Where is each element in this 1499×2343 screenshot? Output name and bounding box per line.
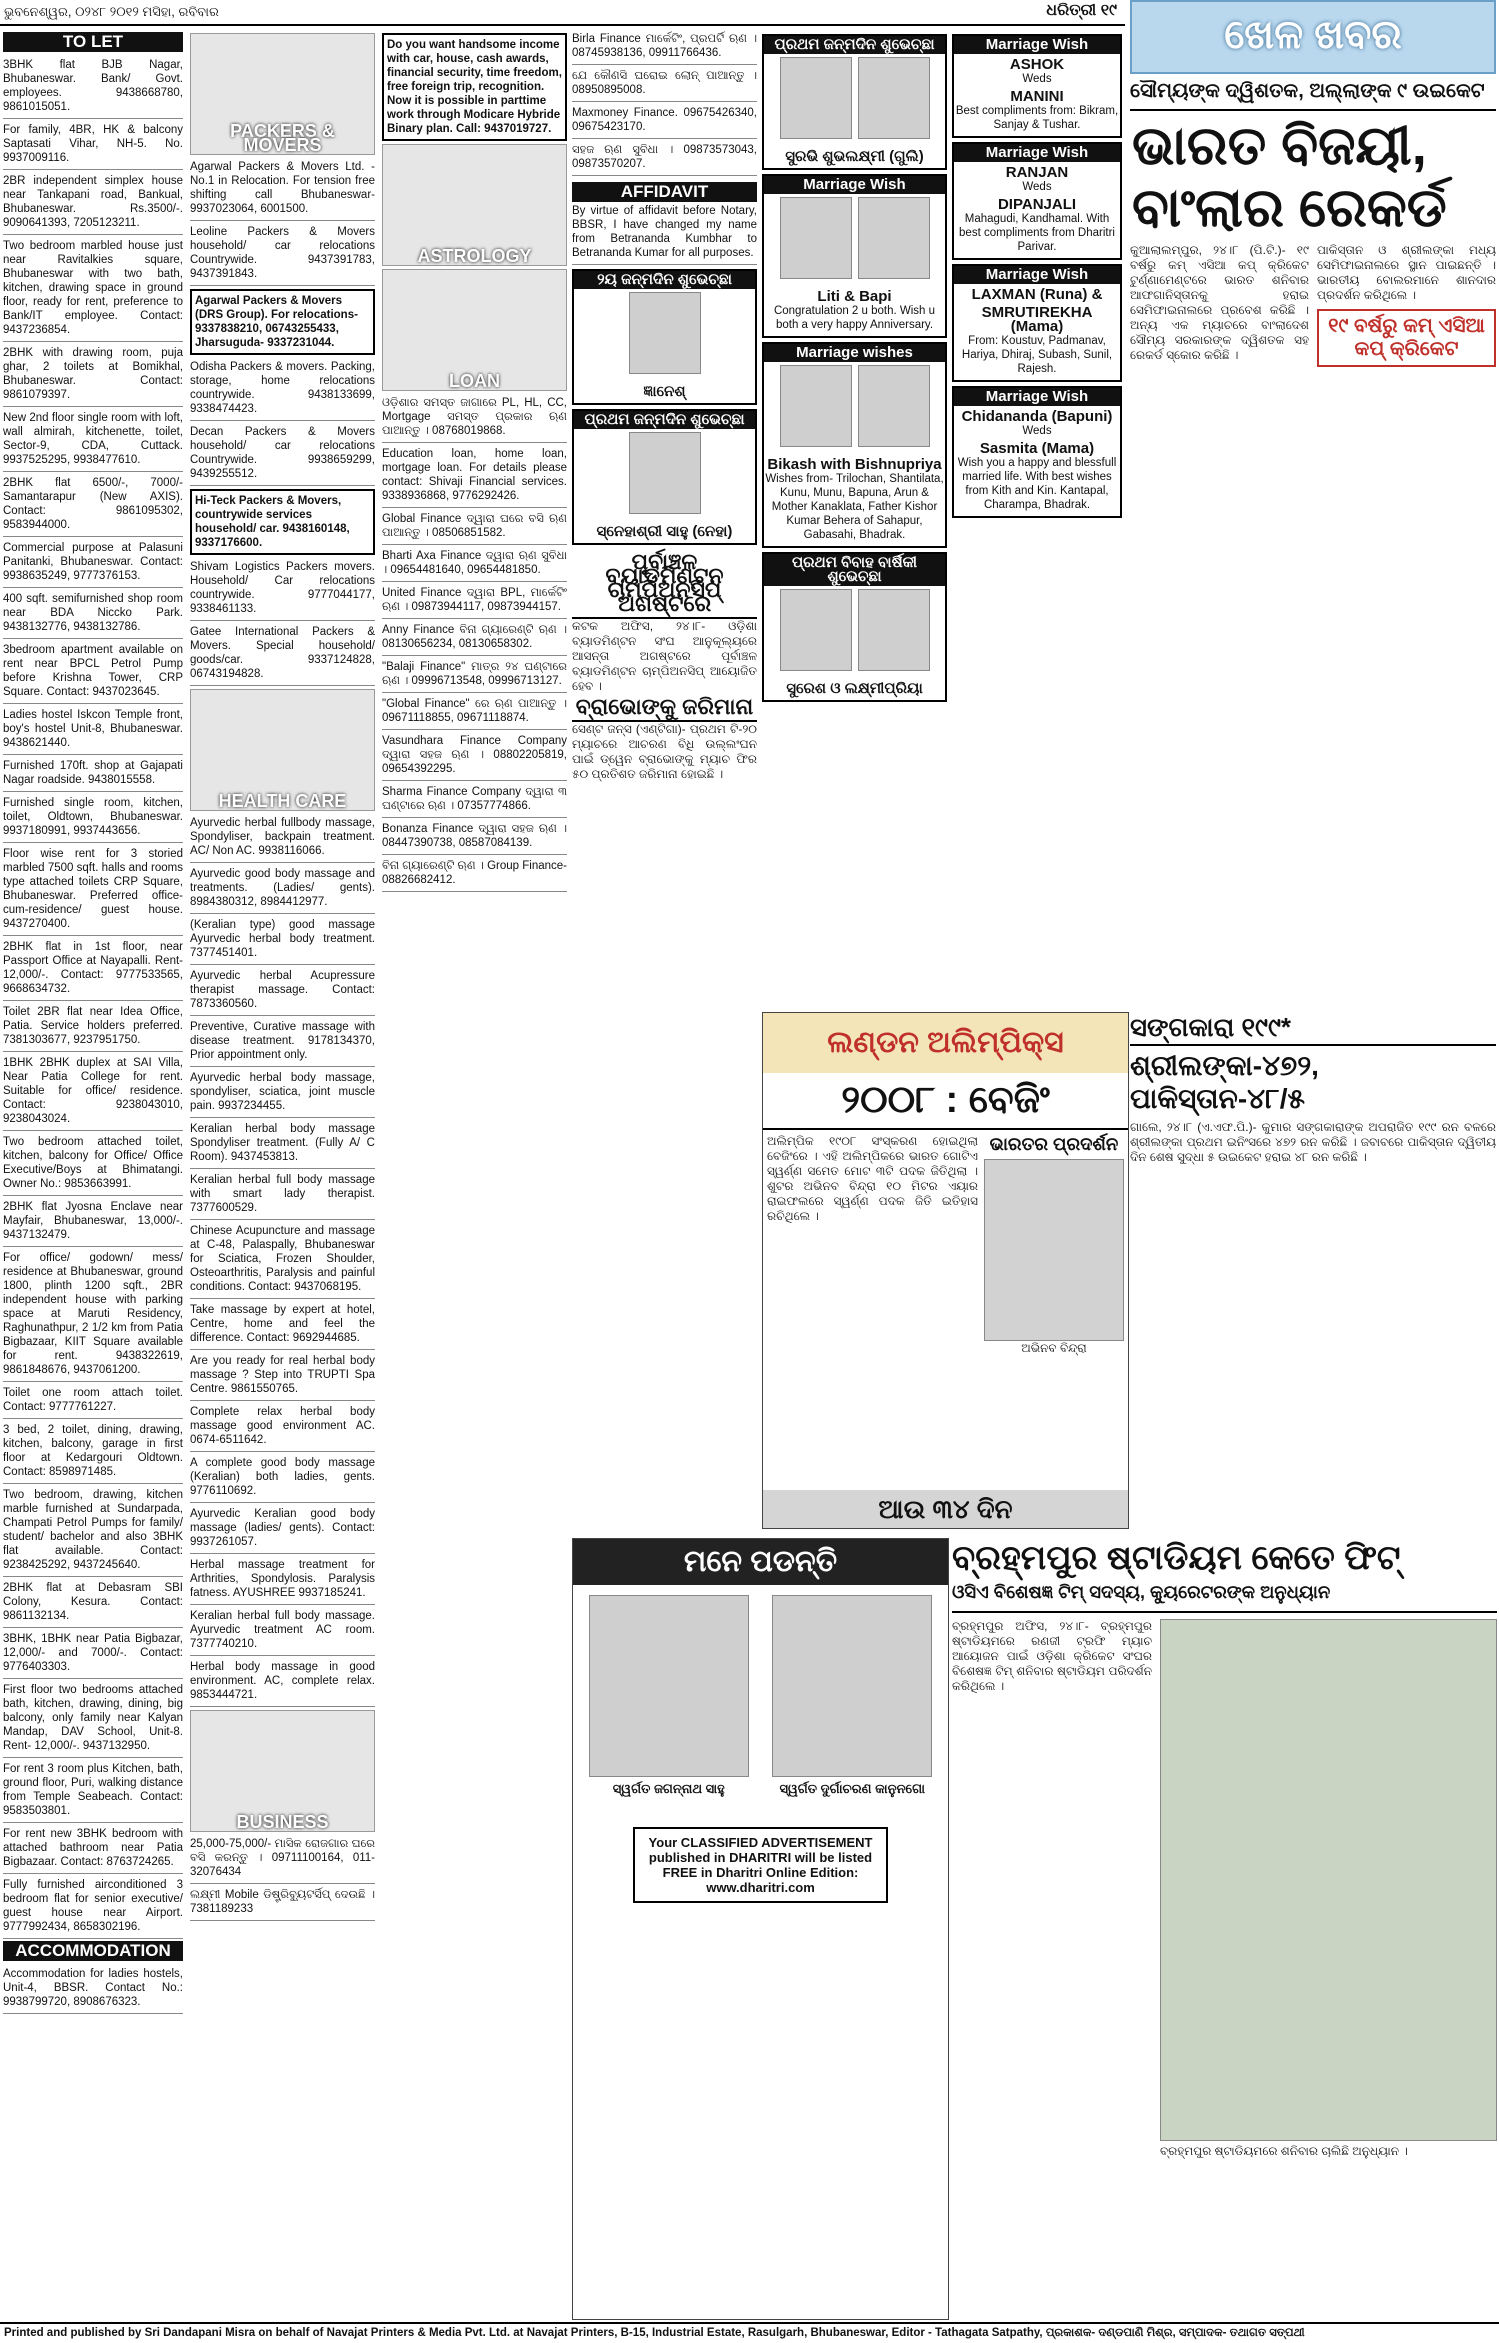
classified-ad: 2BHK with drawing room, puja ghar, 2 toilets at Bomikhal, Bhubaneswar. Contact: 9861079397. (3, 344, 183, 407)
wish-heading: ପ୍ରଥମ ଜନ୍ମଦିନ ଶୁଭେଚ୍ଛା (574, 411, 755, 429)
classified-ad: Floor wise rent for 3 storied marbled 7500 sqft. halls and rooms type attached toilets CRP Square, Bhubaneswar. Preferred office-cum-residence/ guest house. 9437270400. (3, 845, 183, 936)
health-caption: HEALTH CARE (218, 791, 347, 811)
business-image (190, 1710, 375, 1832)
classified-ad: Odisha Packers & movers. Packing, storage, home relocations countrywide. 9438133699, 9338474423. (190, 358, 375, 421)
classified-ad: Bharti Axa Finance ଦ୍ୱାରା ଋଣ ସୁବିଧା । 09654481640, 09654481850. (382, 547, 567, 582)
weds-label: Weds (1022, 181, 1052, 193)
wish-heading: Marriage Wish (764, 176, 945, 194)
groom-name: ASHOK (1009, 56, 1065, 73)
classified-ad: 2BHK flat 6500/-, 7000/- Samantarapur (New AXIS). Contact: 9861095302, 9583944000. (3, 474, 183, 537)
classified-ad: 1BHK 2BHK duplex at SAI Villa, Near Patia College for rent. Suitable for office/ residence. Contact: 9238043010, 9238043024. (3, 1054, 183, 1131)
classified-ad: Commercial purpose at Palasuni Panitanki, Bhubaneswar. Contact: 9938635249, 9777376153. (3, 539, 183, 588)
wish-name: ସ୍ନେହାଶ୍ରୀ ସାହୁ (ନେହା) (596, 523, 733, 540)
wish-name: ସୁରଭି ଶୁଭଲକ୍ଷ୍ମୀ (ଗୁଲି) (785, 148, 924, 165)
wish-box (952, 386, 1122, 518)
classified-ad: Education loan, home loan, mortgage loan. For details please contact: Shivaji Financial services. 9338936868, 9776292426. (382, 445, 567, 508)
classified-ad: Ladies hostel Iskcon Temple front, boy's hostel Unit-8, Bhubaneswar. 9438621440. (3, 706, 183, 755)
classified-ad: For office/ godown/ mess/ residence at Bhubaneswar, ground 1800, plinth 1200 sqft., 2BR independent house with parking space at Maruti Residency, Raghunathpur, 2 1/2 km from Patia Bigbazaar, KIIT Square available for rent. 9438322619, 9861848676, 9437061200. (3, 1249, 183, 1382)
loan-caption: LOAN (449, 371, 500, 391)
to-let-heading: TO LET (3, 32, 183, 52)
wish-name: Liti & Bapi (817, 288, 892, 305)
sangakkara-score: ଶ୍ରୀଲଙ୍କା-୪୭୨, ପାକିସ୍ତାନ-୪୮/୫ (1130, 1050, 1319, 1114)
groom-name: RANJAN (1005, 164, 1069, 181)
india-performance-heading: ଭାରତର ପ୍ରଦର୍ଶନ (989, 1134, 1119, 1154)
classified-ad: Ayurvedic good body massage and treatments. (Ladies/ gents). 8984380312, 8984412977. (190, 865, 375, 914)
stadium-photo (1160, 1619, 1497, 2141)
wish-box (952, 264, 1122, 382)
packers-ads-2 (190, 358, 375, 486)
astrology-image (382, 144, 567, 266)
weds-label: Weds (1022, 73, 1052, 85)
sangakkara-article: ଗାଲେ, ୨୪।୮ (ଏ.ଏଫ.ପି.)- କୁମାର ସଙ୍ଗକାରାଙ୍କ ଅପରାଜିତ ୧୯୯ ରନ ବଳରେ ଶ୍ରୀଲଙ୍କା ପ୍ରଥମ ଇନିଂସରେ ୪୭୨ ରନ କରିଛି । ଜବାବରେ ପାକିସ୍ତାନ ଦ୍ୱିତୀୟ ଦିନ ଶେଷ ସୁଦ୍ଧା ୫ ଉଇକେଟ ହରାଇ ୪୮ ରନ କରିଛି । (1130, 1120, 1496, 1164)
classified-ad: Keralian herbal full body massage. Ayurvedic treatment AC room. 7377740210. (190, 1607, 375, 1656)
dateline: ଭୁବନେଶ୍ୱର, ୦୨୪୮ ୨୦୧୨ ମସିହା, ରବିବାର (4, 4, 219, 19)
classified-ad: Take massage by expert at hotel, Centre, home and feel the difference. Contact: 9692944685. (190, 1301, 375, 1350)
classified-ad: For rent 3 room plus Kitchen, bath, ground floor, Puri, walking distance from Temple Seabeach. Contact: 9583503801. (3, 1760, 183, 1823)
person-photo (780, 197, 852, 279)
classified-promo: Your CLASSIFIED ADVERTISEMENT published in DHARITRI will be listed FREE in Dharitri Online Edition: www.dharitri.com (633, 1827, 888, 1903)
sports-kicker: ସୌମ୍ୟଙ୍କ ଦ୍ୱିଶତକ, ଅଲ୍ଲାଙ୍କ ୯ ଉଇକେଟ (1130, 74, 1496, 111)
classified-ad: ଓଡ଼ିଶାର ସମସ୍ତ ଜାଗାରେ PL, HL, CC, Mortgage ସମସ୍ତ ପ୍ରକାର ଋଣ ପାଆନ୍ତୁ । 08768019868. (382, 394, 567, 443)
olympics-banner: ଲଣ୍ଡନ ଅଲିମ୍ପିକ୍ସ (763, 1013, 1128, 1073)
classified-ad: Complete relax herbal body massage good environment AC. 0674-6511642. (190, 1403, 375, 1452)
hiteck-boxed-ad: Hi-Teck Packers & Movers, countrywide services household/ car. 9438160148, 9337176600. (190, 489, 375, 555)
classified-ad: Keralian herbal full body massage with smart lady therapist. 7377600529. (190, 1171, 375, 1220)
column-loans (382, 30, 567, 894)
stadium-headline: ବ୍ରହ୍ମପୁର ଷ୍ଟାଡିୟମ କେତେ ଫିଟ୍ (952, 1539, 1401, 1577)
remembrance-heading: ମନେ ପଡନ୍ତି (573, 1539, 948, 1585)
classified-ad: Maxmoney Finance. 09675426340, 09675423170. (572, 104, 757, 139)
packers-ads-3 (190, 558, 375, 686)
olympics-year-headline: ୨୦୦୮ : ବେଜିଂ (763, 1073, 1128, 1130)
person-photo (780, 365, 852, 447)
classified-ad: 2BHK flat Jyosna Enclave near Mayfair, Bhubaneswar, 13,000/-. 9437132479. (3, 1198, 183, 1247)
portrait-photo (772, 1595, 932, 1777)
imprint-footer: Printed and published by Sri Dandapani Misra on behalf of Navajat Printers & Media Pvt. Ltd. at Navajat Printers, B-15, Industrial Estate, Rasulgarh, Bhubaneswar, Editor - Tathagata Satpathy, ପ୍ରକାଶକ- ଦଣ୍ଡପାଣି ମିଶ୍ର, ସମ୍ପାଦକ- ତଥାଗତ ସତ୍ପଥୀ (0, 2322, 1499, 2343)
classified-ad: Two bedroom marbled house just near Ravitalkies square, Bhubaneswar with two bath, kitchen, drawing space in ground floor, ready for rent, preference to Bank/IT employee. Contact: 9437236854. (3, 237, 183, 342)
child-photo (629, 432, 701, 514)
wish-photos (764, 54, 945, 146)
to-let-list (3, 56, 183, 1939)
person-photo (858, 589, 930, 671)
affidavit-heading: AFFIDAVIT (572, 182, 757, 202)
wish-name: ଜ୍ଞାନେଶ୍ (643, 383, 686, 400)
affidavit-text: By virtue of affidavit before Notary, BBSR, I have changed my name from Betrananda Kumbhar to Betrananda Kumar for all purposes. (572, 202, 757, 265)
wish-name: Bikash with Bishnupriya (767, 456, 942, 473)
bride-name: Sasmita (Mama) (979, 440, 1095, 457)
loan-image (382, 269, 567, 391)
page-number: ଧରିତ୍ରୀ ୧୯ (1046, 2, 1117, 19)
classified-ad: Ayurvedic herbal body massage, spondyliser, sciatica, joint muscle pain. 9937234455. (190, 1069, 375, 1118)
classified-ad: Gatee International Packers & Movers. Special household/ goods/car. 9337124828, 06743194828. (190, 623, 375, 686)
wish-heading: ୨ୟ ଜନ୍ମଦିନ ଶୁଭେଚ୍ଛା (574, 271, 755, 289)
remembrance-name-right: ସ୍ୱର୍ଗତ ଦୁର୍ଗାଚରଣ କାନୁନଗୋ (779, 1781, 926, 1796)
column-wishes-2 (952, 30, 1122, 522)
olympics-countdown: ଆଉ ୩୪ ଦିନ (763, 1490, 1128, 1528)
story-left: କୁଆଲାଲମ୍ପୁର, ୨୪।୮ (ପି.ଟି.)- ୧୯ ବର୍ଷରୁ କମ୍ ଏସିଆ କପ୍ କ୍ରିକେଟ ଟୁର୍ଣ୍ଣାମେଣ୍ଟରେ ଭାରତ ଶନିବାର ଆଫଗାନିସ୍ତାନକୁ ହରାଇ ସେମିଫାଇନାଲରେ ପ୍ରବେଶ କରିଛି । ଅନ୍ୟ ଏକ ମ୍ୟାଚରେ ବାଂଲାଦେଶ ସୌମ୍ୟ ସରକାରଙ୍କ ଦ୍ୱିଶତକ ସହ ରେକର୍ଡ ସ୍କୋର କରିଛି । (1130, 243, 1309, 362)
stadium-article: ବ୍ରହ୍ମପୁର ଅଫିସ, ୨୪।୮- ବ୍ରହ୍ମପୁର ଷ୍ଟାଡିୟମରେ ରଣଜୀ ଟ୍ରଫି ମ୍ୟାଚ ଆୟୋଜନ ପାଇଁ ଓଡ଼ିଶା କ୍ରିକେଟ ସଂଘର ବିଶେଷଜ୍ଞ ଟିମ୍ ଶନିବାର ଷ୍ଟାଡିୟମ ପରିଦର୍ଶନ କରିଥିଲେ । (952, 1619, 1152, 1693)
wish-heading: ପ୍ରଥମ ବିବାହ ବାର୍ଷିକୀ ଶୁଭେଚ୍ଛା (764, 554, 945, 586)
badminton-article: କଟକ ଅଫିସ, ୨୪।୮- ଓଡ଼ିଶା ବ୍ୟାଡମିଣ୍ଟନ ସଂଘ ଆନୁକୂଲ୍ୟରେ ଆସନ୍ତା ଅଗଷ୍ଟରେ ପୂର୍ବାଞ୍ଚଳ ବ୍ୟାଡମିଣ୍ଟନ ଚାମ୍ପିଅନସିପ୍ ଆୟୋଜିତ ହେବ । (572, 619, 757, 693)
wish-photos (764, 586, 945, 678)
column-wishes-1 (762, 30, 947, 706)
classified-ad: Are you ready for real herbal body massage ? Step into TRUPTI Spa Centre. 9861550765. (190, 1352, 375, 1401)
classified-ad: Toilet one room attach toilet. Contact: 9777761227. (3, 1384, 183, 1419)
classified-ad: Fully furnished airconditioned 3 bedroom flat for senior executive/ guest house near Airport. 9777992434, 8658302196. (3, 1876, 183, 1939)
weds-label: Weds (1022, 425, 1052, 437)
wish-box (762, 34, 947, 170)
wish-photos (764, 194, 945, 286)
classified-ad: Ayurvedic herbal Acupressure therapist massage. Contact: 7873360560. (190, 967, 375, 1016)
classified-ad: ସହଜ ଋଣ ସୁବିଧା । 09873573043, 09873570207. (572, 141, 757, 176)
packers-ads (190, 158, 375, 286)
classified-ad: Chinese Acupuncture and massage at C-48, Palaspally, Bhubaneswar for Sciatica, Frozen Shoulder, Osteoarthritis, Paralysis and painful conditions. Contact: 9437068195. (190, 1222, 375, 1299)
business-caption: BUSINESS (236, 1812, 329, 1832)
classified-ad: 3BHK, 1BHK near Patia Bigbazar, 12,000/- and 7000/-. Contact: 9776403303. (3, 1630, 183, 1679)
classified-ad: Two bedroom attached toilet, kitchen, balcony for Office/ Office Executive/Boys at Bhimatangi. Owner No.: 9853663991. (3, 1133, 183, 1196)
wish-heading: Marriage Wish (954, 266, 1120, 284)
classified-ad: Anny Finance ବିନା ଗ୍ୟାରେଣ୍ଟି ଋଣ । 08130656234, 08130658302. (382, 621, 567, 656)
groom-name: LAXMAN (Runa) & (971, 286, 1103, 303)
wish-box (952, 142, 1122, 260)
bravo-fine-headline: ବ୍ରାଭୋଙ୍କୁ ଜରିମାନା (572, 694, 757, 722)
to-let-column (3, 30, 183, 2016)
column-finance-affidavit (572, 30, 757, 782)
classified-ad: "Global Finance" ରେ ଋଣ ପାଆନ୍ତୁ । 09671118855, 09671118874. (382, 695, 567, 730)
classified-ad: "Balaji Finance" ମାତ୍ର ୨୪ ଘଣ୍ଟାରେ ଋଣ । 09996713548, 09996713127. (382, 658, 567, 693)
business-ads (190, 1835, 375, 1921)
wish-heading: Marriage Wish (954, 144, 1120, 162)
wish-box (762, 552, 947, 702)
classified-ad: Keralian herbal body massage Spondyliser treatment. (Fully A/ C Room). 9437453813. (190, 1120, 375, 1169)
accommodation-heading: ACCOMMODATION (3, 1941, 183, 1961)
person-photo (780, 57, 852, 139)
classified-ad: Shivam Logistics Packers movers. Household/ Car relocations countrywide. 9777044177, 9338461133. (190, 558, 375, 621)
page-header (0, 0, 1125, 26)
remembrance-section (572, 1538, 949, 2320)
wish-heading: ପ୍ରଥମ ଜନ୍ମଦିନ ଶୁଭେଚ୍ଛା (764, 36, 945, 54)
wish-photos (764, 362, 945, 454)
classified-ad: Toilet 2BR flat near Idea Office, Patia. Service holders preferred. 7381303677, 9237951750. (3, 1003, 183, 1052)
classified-ad: Sharma Finance Company ଦ୍ୱାରା ୩ ଘଣ୍ଟାରେ ଋଣ । 07357774866. (382, 783, 567, 818)
classified-ad: A complete good body massage (Keralian) both ladies, gents. 9776110692. (190, 1454, 375, 1503)
stadium-subhead: ଓସିଏ ବିଶେଷଜ୍ଞ ଟିମ୍ ସଦସ୍ୟ, କ୍ୟୁରେଟରଙ୍କ ଅନୁଧ୍ୟାନ (952, 1578, 1497, 1613)
classified-ad: Ayurvedic herbal fullbody massage, Spondyliser, backpain treatment. AC/ Non AC. 9938116066. (190, 814, 375, 863)
classified-ad: Leoline Packers & Movers household/ car relocations Countrywide. 9437391783, 9437391843. (190, 223, 375, 286)
remembrance-name-left: ସ୍ୱର୍ଗତ ଜଗନ୍ନାଥ ସାହୁ (612, 1781, 725, 1796)
stadium-photo-caption: ବ୍ରହ୍ମପୁର ଷ୍ଟାଡିୟମରେ ଶନିବାର ଚାଲିଛି ଅନୁଧ୍ୟାନ । (1160, 2144, 1408, 2158)
classified-ad: 2BHK flat in 1st floor, near Passport Office at Nayapalli. Rent- 12,000/-. Contact: 9777533565, 9668634732. (3, 938, 183, 1001)
classified-ad: Herbal body massage in good environment. AC, complete relax. 9853444721. (190, 1658, 375, 1707)
wish-text: Wish you a happy and blessfull married life. With best wishes from Kith and Kin. Kantapal, Charampa, Bhadrak. (957, 457, 1117, 511)
classified-ad: Decan Packers & Movers household/ car relocations Countrywide. 9938659299, 9439255512. (190, 423, 375, 486)
badminton-headline: ପୂର୍ବାଞ୍ଚଳ ବ୍ୟାଡମିଣ୍ଟନ ଚାମ୍ପିଅନସିପ୍ ଅଗଷ୍ଟରେ (572, 549, 757, 619)
sports-masthead: ଖେଳ ଖବର (1130, 0, 1496, 74)
wish-text: Best compliments from: Bikram, Sanjay & Tushar. (955, 105, 1119, 131)
classified-ad: Two bedroom, drawing, kitchen marble furnished at Sundarpada, Champati Petrol Pumps for family/ student/ bachelor and also 3BHK flat available. Contact: 9238425292, 9437245640. (3, 1486, 183, 1577)
birthday-wish-2 (572, 269, 757, 405)
classified-ad: Bonanza Finance ଦ୍ୱାରା ସହଜ ଋଣ । 08447390738, 08587084139. (382, 820, 567, 855)
classified-ad: For family, 4BR, HK & balcony Saptasati Vihar, NH-5. No. 9937009116. (3, 121, 183, 170)
abhinav-bindra-photo (984, 1159, 1124, 1341)
classified-ad: 2BHK flat at Debasram SBI Colony, Kesura. Contact: 9861132134. (3, 1579, 183, 1628)
bride-name: SMRUTIREKHA (Mama) (981, 304, 1093, 335)
groom-name: Chidananda (Bapuni) (961, 408, 1113, 425)
sangakkara-title: ସଙ୍ଗକାରା ୧୯୯* (1130, 1012, 1496, 1046)
story-right: ପାକିସ୍ତାନ ଓ ଶ୍ରୀଲଙ୍କା ମଧ୍ୟ ସେମିଫାଇନାଲରେ ସ୍ଥାନ ପାଇଛନ୍ତି । ଭାରତୀୟ ବୋଲରମାନେ ଶାନଦାର ପ୍ରଦର୍ଶନ କରିଥିଲେ । (1317, 243, 1496, 302)
wish-heading: Marriage wishes (764, 344, 945, 362)
classified-ad: Ayurvedic Keralian good body massage (ladies/ gents). Contact: 9937261057. (190, 1505, 375, 1554)
accommodation-ad: Accommodation for ladies hostels, Unit-4, BBSR. Contact No.: 9938799720, 8908676323. (3, 1965, 183, 2014)
classified-ad: Global Finance ଦ୍ୱାରା ଘରେ ବସି ଋଣ ପାଆନ୍ତୁ । 08506851582. (382, 510, 567, 545)
bride-name: MANINI (1010, 88, 1064, 105)
photo-caption: ଅଭିନବ ବିନ୍ଦ୍ରା (1021, 1341, 1087, 1355)
olympics-article: ଅଲିମ୍ପିକ ୧୯୦୮ ସଂସ୍କରଣ ହୋଇଥିଲା ବେଜିଂରେ । ଏହି ଅଲିମ୍ପିକରେ ଭାରତ ଗୋଟିଏ ସ୍ୱର୍ଣ୍ଣ ସମେତ ମୋଟ ୩ଟି ପଦକ ଜିତିଥିଲା । ଶୁଟର ଅଭିନବ ବିନ୍ଦ୍ରା ୧୦ ମିଟର ଏୟାର ରାଇଫଲରେ ସ୍ୱର୍ଣ୍ଣ ପଦକ ଜିତି ଇତିହାସ ରଚିଥିଲେ । (767, 1134, 978, 1223)
classified-ad: Preventive, Curative massage with disease treatment. 9178134370, Prior appointment only. (190, 1018, 375, 1067)
wish-text: Mahagudi, Kandhamal. With best compliments from Dharitri Parivar. (959, 213, 1115, 253)
classified-ad: 2BR independent simplex house near Tankapani road, Bankual, Bhubaneswar. Rs.3500/-. 9090641393, 7205123211. (3, 172, 183, 235)
agarwal-boxed-ad: Agarwal Packers & Movers (DRS Group). For relocations- 9337838210, 06743255433, Jharsuguda- 9337231044. (190, 289, 375, 355)
person-photo (858, 365, 930, 447)
wish-text: From: Koustuv, Padmanav, Hariya, Dhiraj, Subash, Sunil, Rajesh. (961, 335, 1113, 375)
olympics-feature (762, 1012, 1129, 1529)
sports-headline: ଭାରତ ବିଜୟୀ, ବାଂଲାର ରେକର୍ଡ (1132, 116, 1447, 238)
classified-ad: ଯେ କୌଣସି ଘରୋଇ ଲୋନ୍ ପାଆନ୍ତୁ । 08950895008. (572, 67, 757, 102)
classified-ad: Agarwal Packers & Movers Ltd. - No.1 in Relocation. For tension free shifting call Bhubaneswar- 9937023064, 6001500. (190, 158, 375, 221)
person-photo (858, 197, 930, 279)
birthday-wish-3 (572, 409, 757, 545)
bravo-fine-article: ସେଣ୍ଟ ଜନ୍ସ (ଏଣ୍ଟିଗା)- ପ୍ରଥମ ଟି-୨୦ ମ୍ୟାଚରେ ଆଚରଣ ବିଧି ଉଲ୍ଲଂଘନ ପାଇଁ ଡ୍ୱେନ ବ୍ରାଭୋଙ୍କୁ ମ୍ୟାଚ ଫିର ୫୦ ପ୍ରତିଶତ ଜରିମାନା ହୋଇଛି । (572, 722, 757, 781)
asia-cup-label: ୧୯ ବର୍ଷରୁ କମ୍ ଏସିଆ କପ୍ କ୍ରିକେଟ (1317, 309, 1496, 367)
finance-ads (572, 30, 757, 176)
child-photo (629, 292, 701, 374)
classified-ad: 3bedroom apartment available on rent near BPCL Petrol Pump before Krishna Tower, CRP Square. Contact: 9437023645. (3, 641, 183, 704)
classified-ad: (Keralian type) good massage Ayurvedic herbal body treatment. 7377451401. (190, 916, 375, 965)
health-care-image (190, 689, 375, 811)
classified-ad: 400 sqft. semifurnished shop room near BDA Niccko Park. 9438132776, 9438132786. (3, 590, 183, 639)
loan-ads (382, 394, 567, 892)
wish-box (762, 174, 947, 338)
classified-ad: 3BHK flat BJB Nagar, Bhubaneswar. Bank/ Govt. employees. 9438668780, 9861015051. (3, 56, 183, 119)
person-photo (858, 57, 930, 139)
classified-ad: ବିନା ଗ୍ୟାରେଣ୍ଟି ଋଣ । Group Finance- 08826682412. (382, 857, 567, 892)
column-packers-health (190, 30, 375, 1923)
packers-caption: PACKERS & MOVERS (230, 121, 335, 155)
classified-ad: First floor two bedrooms attached bath, kitchen, drawing, dining, big balcony, only family near Kalyan Mandap, DAV School, Unit-8. Rent- 12,000/-. 9437132950. (3, 1681, 183, 1758)
astrology-caption: ASTROLOGY (417, 246, 532, 266)
classified-ad: For rent new 3BHK bedroom with attached bathroom near Patia Bigbazaar. Contact: 8763724265. (3, 1825, 183, 1874)
classified-ad: Furnished 170ft. shop at Gajapati Nagar roadside. 9438015558. (3, 757, 183, 792)
wish-text: Wishes from- Trilochan, Shantilata, Kunu, Munu, Bapuna, Arun & Mother Kanaklata, Father Kishor Kumar Behera of Sahapur, Gabasahi, Bhadrak. (765, 473, 944, 541)
classified-ad: United Finance ଦ୍ୱାରା BPL, ମାର୍କେଟିଂ ଋଣ । 09873944117, 09873944157. (382, 584, 567, 619)
wish-box (952, 34, 1122, 138)
wish-name: ସୁରେଶ ଓ ଲକ୍ଷ୍ମୀପ୍ରିୟା (786, 680, 923, 697)
wish-heading: Marriage Wish (954, 388, 1120, 406)
stadium-story (952, 1538, 1497, 2318)
classified-ad: 25,000-75,000/- ମାସିକ ରୋଜଗାର ଘରେ ବସି କରନ୍ତୁ । 09711100164, 011-32076434 (190, 1835, 375, 1884)
wish-text: Congratulation 2 u both. Wish u both a very happy Anniversary. (773, 305, 936, 331)
health-ads (190, 814, 375, 1707)
classified-ad: Birla Finance ମାର୍କେଟିଂ, ପ୍ରପର୍ଟି ଋଣ । 08745938136, 09911766436. (572, 30, 757, 65)
modicare-boxed-ad: Do you want handsome income with car, house, cash awards, financial security, time freedom, free foreign trip, recognition. Now it is possible in parttime work through Modicare Hybride Binary plan. Call: 9437019727. (382, 33, 567, 141)
classified-ad: 3 bed, 2 toilet, dining, drawing, kitchen, balcony, garage in first floor at Kedargouri Oldtown. Contact: 8598971485. (3, 1421, 183, 1484)
person-photo (780, 589, 852, 671)
classified-ad: ଲକ୍ଷ୍ମୀ Mobile ଡିଷ୍ଟ୍ରିବ୍ୟୁଟର୍ସିପ୍ ଦେଉଛି । 7381189233 (190, 1886, 375, 1921)
portrait-photo (589, 1595, 749, 1777)
classified-ad: Furnished single room, kitchen, toilet, Oldtown, Bhubaneswar. 9937180991, 9937443656. (3, 794, 183, 843)
packers-truck-image (190, 33, 375, 155)
bride-name: DIPANJALI (997, 196, 1077, 213)
wish-box (762, 342, 947, 548)
classified-ad: Vasundhara Finance Company ଦ୍ୱାରା ସହଜ ଋଣ । 08802205819, 09654392295. (382, 732, 567, 781)
wish-heading: Marriage Wish (954, 36, 1120, 54)
classified-ad: New 2nd floor single room with loft, wall almirah, kitchenette, toilet, Sector-9, CDA, Cuttack. 9937525295, 9938477610. (3, 409, 183, 472)
classified-ad: Herbal massage treatment for Arthrities, Spondylosis. Paralysis fatness. AYUSHREE 9937185241. (190, 1556, 375, 1605)
